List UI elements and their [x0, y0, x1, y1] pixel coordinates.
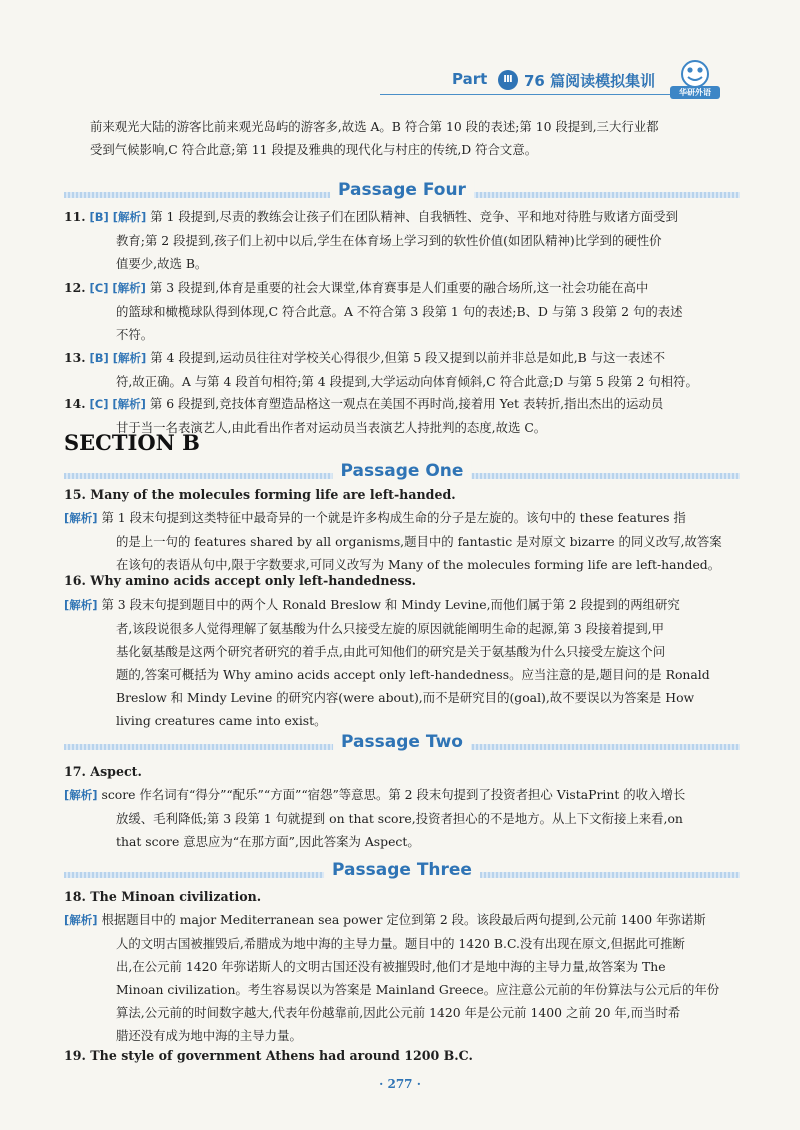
- analysis-tag: [解析]: [112, 210, 147, 224]
- question-13: [64, 346, 740, 393]
- text-line: 受到气候影响,C 符合此意;第 11 段提及雅典的现代化与村庄的传统,D 符合文意。: [90, 142, 538, 157]
- question-number: 12.: [64, 280, 86, 295]
- text-line: 第 1 段提到,尽责的教练会让孩子们在团队精神、自我牺牲、竞争、平和地对待胜与败诸方面受到: [150, 209, 678, 224]
- text-line: 的篮球和橄榄球队得到体现,C 符合此意。A 不符合第 3 段第 1 句的表述;B、D 与第 3 段第 2 句的表述: [116, 304, 683, 319]
- banner-title: Passage One: [333, 461, 472, 481]
- text-line: 题的,答案可概括为 Why amino acids accept only left-handedness。应当注意的是,题目问的是 Ronald: [116, 667, 710, 682]
- header-part-number: Ⅲ: [498, 70, 518, 90]
- text-line: 基化氨基酸是这两个研究者研究的着手点,由此可知他们的研究是关于氨基酸为什么只接受左旋这个问: [116, 644, 666, 659]
- analysis-tag: [解析]: [64, 511, 98, 525]
- text-line: score 作名词有“得分”“配乐”“方面”“宿怨”等意思。第 2 段末句提到了投资者担心 VistaPrint 的收入增长: [101, 787, 686, 802]
- section-heading: SECTION B: [64, 430, 200, 455]
- question-number: 13.: [64, 350, 86, 365]
- analysis-tag: [解析]: [112, 397, 146, 411]
- text-line: 第 3 段提到,体育是重要的社会大课堂,体育赛事是人们重要的融合场所,这一社会功能在高中: [149, 280, 649, 295]
- banner-title: Passage Three: [324, 860, 480, 880]
- analysis-tag: [解析]: [64, 598, 98, 612]
- text-line: 第 4 段提到,运动员往往对学校关心得很少,但第 5 段又提到以前并非总是如此,B 与这一表述不: [150, 350, 666, 365]
- text-line: 算法,公元前的时间数字越大,代表年份越靠前,因此公元前 1420 年是公元前 1400 之前 20 年,而当时希: [116, 1005, 681, 1020]
- intro-paragraph: [90, 115, 740, 161]
- answer-17: 17. Aspect.: [64, 764, 142, 779]
- answer-key: [C]: [89, 397, 109, 411]
- passage-three-banner: [64, 860, 740, 884]
- text-line: 第 6 段提到,竞技体育塑造品格这一观点在美国不再时尚,接着用 Yet 表转折,指出杰出的运动员: [149, 396, 664, 411]
- answer-key: [B]: [89, 351, 109, 365]
- answer-15: 15. Many of the molecules forming life are left-handed.: [64, 487, 456, 502]
- question-number: 11.: [64, 209, 86, 224]
- text-line: 前来观光大陆的游客比前来观光岛屿的游客多,故选 A。B 符合第 10 段的表述;第 10 段提到,三大行业都: [90, 119, 659, 134]
- text-line: 第 1 段末句提到这类特征中最奇异的一个就是许多构成生命的分子是左旋的。该句中的 these features 指: [101, 510, 686, 525]
- text-line: 值要少,故选 B。: [116, 256, 208, 271]
- text-line: 根据题目中的 major Mediterranean sea power 定位到第 2 段。该段最后两句提到,公元前 1400 年弥诺斯: [101, 912, 706, 927]
- analysis-18: [64, 908, 740, 1047]
- text-line: 不符。: [116, 327, 154, 342]
- text-line: Minoan civilization。考生容易误以为答案是 Mainland Greece。应注意公元前的年份算法与公元后的年份: [116, 982, 720, 997]
- text-line: 甘于当一名表演艺人,由此看出作者对运动员当表演艺人持批判的态度,故选 C。: [116, 420, 547, 435]
- text-line: living creatures came into exist。: [116, 713, 327, 728]
- header-rule: [380, 94, 710, 95]
- answer-18: 18. The Minoan civilization.: [64, 889, 262, 904]
- analysis-tag: [解析]: [112, 351, 147, 365]
- analysis-tag: [解析]: [64, 913, 98, 927]
- publisher-logo-text: 华研外语: [670, 86, 720, 99]
- text-line: 符,故正确。A 与第 4 段首句相符;第 4 段提到,大学运动向体育倾斜,C 符合此意;D 与第 5 段第 2 句相符。: [116, 374, 698, 389]
- page-number: · 277 ·: [379, 1077, 421, 1091]
- answer-19: 19. The style of government Athens had around 1200 B.C.: [64, 1048, 473, 1063]
- text-line: 者,该段说很多人觉得理解了氨基酸为什么只接受左旋的原因就能阐明生命的起源,第 3 段接着提到,甲: [116, 621, 664, 636]
- header-title: 76 篇阅读模拟集训: [524, 72, 656, 90]
- header-part-label: Part: [452, 70, 488, 88]
- text-line: 教育;第 2 段提到,孩子们上初中以后,学生在体育场上学习到的软性价值(如团队精神)比学到的硬性价: [116, 233, 662, 248]
- text-line: 的是上一句的 features shared by all organisms,题目中的 fantastic 是对原文 bizarre 的同义改写,故答案: [116, 534, 722, 549]
- analysis-16: [64, 593, 740, 732]
- text-line: 腊还没有成为地中海的主导力量。: [116, 1028, 302, 1043]
- passage-four-banner: [64, 180, 740, 204]
- text-line: that score 意思应为“在那方面”,因此答案为 Aspect。: [116, 834, 420, 849]
- text-line: 出,在公元前 1420 年弥诺斯人的文明古国还没有被摧毁时,他们才是地中海的主导力量,故答案为 The: [116, 959, 666, 974]
- analysis-tag: [解析]: [112, 281, 146, 295]
- analysis-17: [64, 783, 740, 853]
- answer-key: [C]: [89, 281, 109, 295]
- question-number: 14.: [64, 396, 86, 411]
- running-header: [380, 58, 730, 98]
- text-line: 第 3 段末句提到题目中的两个人 Ronald Breslow 和 Mindy Levine,而他们属于第 2 段提到的两组研究: [101, 597, 680, 612]
- text-line: 在该句的表语从句中,限于字数要求,可同义改写为 Many of the molecules forming life are left-handed。: [116, 557, 721, 572]
- passage-one-banner: [64, 461, 740, 485]
- question-12: [64, 276, 740, 346]
- text-line: Breslow 和 Mindy Levine 的研究内容(were about),而不是研究目的(goal),故不要误以为答案是 How: [116, 690, 695, 705]
- text-line: 人的文明古国被摧毁后,希腊成为地中海的主导力量。题目中的 1420 B.C.没有出现在原文,但据此可推断: [116, 936, 685, 951]
- question-11: [64, 205, 740, 275]
- answer-16: 16. Why amino acids accept only left-handedness.: [64, 573, 417, 588]
- analysis-15: [64, 506, 740, 576]
- text-line: 放缓、毛利降低;第 3 段第 1 句就提到 on that score,投资者担心的不是地方。从上下文衔接上来看,on: [116, 811, 683, 826]
- passage-two-banner: [64, 732, 740, 756]
- analysis-tag: [解析]: [64, 788, 98, 802]
- banner-title: Passage Two: [333, 732, 471, 752]
- banner-title: Passage Four: [330, 180, 474, 200]
- answer-key: [B]: [89, 210, 109, 224]
